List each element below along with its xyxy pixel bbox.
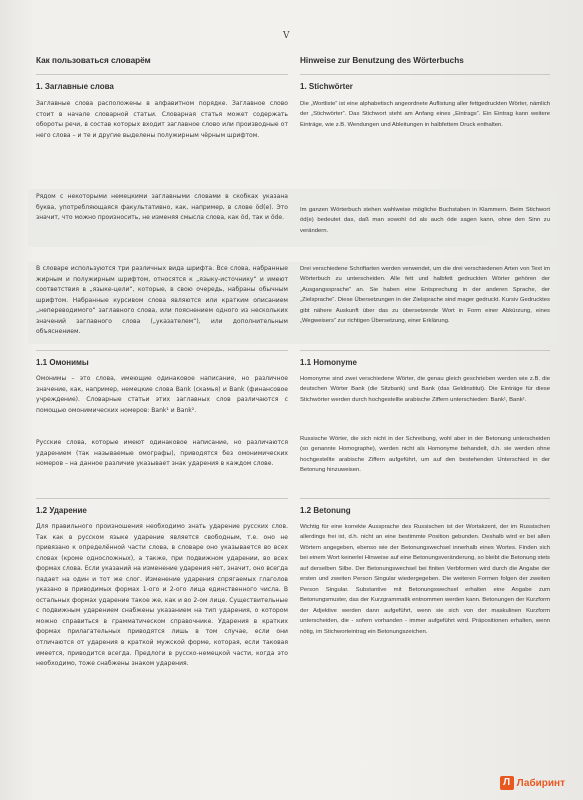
left-paragraph: Рядом с некоторыми немецкими заглавными словами в скобках указана буква, употребляющаяся факультативно, как, например, в слове öd(e). Это значит, что можно произносить, не изменяя смысла слова, как öd, так и öde. bbox=[36, 193, 288, 222]
page-number: V bbox=[283, 31, 290, 41]
divider bbox=[36, 74, 288, 75]
right-paragraph: Drei verschiedene Schriftarten werden verwendet, um die drei verschiedenen Arten von Text im Wörterbuch zu unterscheiden. Alle fett und halbfett gedruckten Wörter gehören der „Ausgangssprache“ an. Sie haben eine Entsprechung in der anderen Sprache, der „Zielsprache“. Diese Übersetzungen in der Zielsprache sind mager gedruckt. Kursiv Gedrucktes gibt nähere Auskunft über das zu übersetzende Wort in Form einer Abkürzung, eines „Wegweisers“ zur richtigen Übersetzung, einer Erklärung. bbox=[300, 266, 550, 325]
left-paragraph: В словаре используются три различных вида шрифта. Все слова, набранные жирным и полужирным шрифтом, относятся к „языку-источнику“ и имеют соответствия в „языке-цели“, которые, в свою очередь, набраны обычным шрифтом. Набранные курсивом слова являются или кратким описанием „непереводимого“ заглавного слова, или пояснением одного из нескольких значений заглавного слова („указателем“), или дополнительным объяснением. bbox=[36, 265, 288, 336]
divider bbox=[300, 74, 550, 75]
left-paragraph: Русские слова, которые имеют одинаковое написание, но различаются ударением (так называемые омографы), приводятся без омонимических номеров – на данное различие указывает знак ударения в каждом слове. bbox=[36, 439, 288, 468]
left-paragraph: Для правильного произношения необходимо знать ударение русских слов. Так как в русском языке ударение является свободным, т.е. оно не привязано к определённой части слова, в словаре оно указывается во всех словах (кроме односложных), а также, при подвижном ударении, во всех формах слова. Если указаний на изменение ударения нет, значит, оно всегда падает на один и тот же слог. Изменение ударения спрягаемых глаголов указано в приводимых формах 1-ого и 2-ого лица единственного числа. В остальных формах ударение такое же, как и во 2-ом лице. Существительные с подвижным ударением снабжены указанием на тип ударения, о котором можно справиться в грамматическом справочнике. Ударения в кратких формах прилагательных приводятся лишь в том случае, если они отличаются от ударения в краткой мужской форме, которая, если таковая имеется, приводится всегда. Предлоги в русско-немецкой части, когда это необходимо, тоже снабжены знаком ударения. bbox=[36, 523, 288, 668]
divider bbox=[300, 498, 550, 499]
divider bbox=[300, 350, 550, 351]
labirint-logo-icon: Л bbox=[500, 776, 514, 790]
left-heading-1-2: 1.2 Ударение bbox=[36, 506, 87, 515]
right-heading-1-2: 1.2 Betonung bbox=[300, 506, 351, 515]
right-paragraph: Wichtig für eine korrekte Aussprache des Russischen ist der Wortakzent, der im Russischen allerdings frei ist, d.h. nicht an eine bestimmte Position gebunden. Deshalb wird er bei allen Wörtern angegeben, ebenso wie der Betonungswechsel innerhalb eines Wortes. Finden sich bei einem Wort keinerlei Hinweise auf eine Betonungsveränderung, so bleibt die Betonung stets auf derselben Silbe. Der Betonungswechsel bei finiten Verbformen wird durch die Angabe der ersten und zweiten Person Singular wiedergegeben. Die weiteren Formen folgen der zweiten Person Singular. Substantive mit Betonungswechsel erhalten eine Angabe zum Betonungsmuster, das der Kurzgrammatik entnommen werden kann. Betonungen der Kurzform der Adjektive werden dann aufgeführt, wenn sie sich von der maskulinen Kurzform unterscheiden, die - sofern vorhanden - immer aufgeführt wird. Präpositionen erhalten, wenn nötig, im Stichworteintrag ein Betonungszeichen. bbox=[300, 524, 550, 635]
left-heading-1-1: 1.1 Омонимы bbox=[36, 358, 89, 367]
right-heading-1-1: 1.1 Homonyme bbox=[300, 358, 357, 367]
left-heading-1: 1. Заглавные слова bbox=[36, 82, 114, 91]
watermark bbox=[500, 776, 565, 790]
left-paragraph: Омонимы – это слова, имеющие одинаковое написание, но различное значение, как, например, немецкие слова Bank (скамья) и Bank (финансовое учреждение). Словарные статьи этих заглавных слов различаются с помощью омонимических номеров: Bank¹ и Bank². bbox=[36, 375, 288, 414]
right-column-title: Hinweise zur Benutzung des Wörterbuchs bbox=[300, 56, 464, 65]
right-paragraph: Russische Wörter, die sich nicht in der Schreibung, wohl aber in der Betonung unterscheiden (so genannte Homographe), werden nicht als Homonyme behandelt, d.h. sie werden ohne hochgestellte arabische Ziffern aufgeführt, um auf den bestehenden Unterschied in der Betonung hinzuweisen. bbox=[300, 436, 550, 474]
divider bbox=[36, 350, 288, 351]
divider bbox=[36, 498, 288, 499]
right-heading-1: 1. Stichwörter bbox=[300, 82, 353, 91]
left-paragraph: Заглавные слова расположены в алфавитном порядке. Заглавное слово стоит в начале словарной статьи. Словарная статья может содержать обороты речи, в состав которых входит заглавное слово или производные от него слова – и те и другие выделены полужирным чёрным шрифтом. bbox=[36, 100, 288, 139]
right-paragraph: Die „Wortliste“ ist eine alphabetisch angeordnete Auflistung aller fettgedruckten Wörter, nämlich der „Stichwörter“. Das Stichwort steht am Anfang eines „Eintrags“. Ein Eintrag kann weitere Einträge, wie z.B. Wendungen und Ableitungen in halbfettem Druck enthalten. bbox=[300, 101, 550, 128]
left-column-title: Как пользоваться словарём bbox=[36, 56, 151, 65]
watermark-text: Лабиринт bbox=[516, 777, 565, 789]
right-paragraph: Homonyme sind zwei verschiedene Wörter, die genau gleich geschrieben werden wie z.B. die deutschen Wörter Bank (die Sitzbank) und Bank (das Geldinstitut). Die Einträge für diese Stichwörter werden durch hochgestellte arabische Ziffern unterschieden: Bank¹, Bank². bbox=[300, 376, 550, 403]
right-paragraph: Im ganzen Wörterbuch stehen wahlweise mögliche Buchstaben in Klammern. Beim Stichwort öd(e) bedeutet das, daß man sowohl öd als auch öde sagen kann, ohne den Sinn zu verändern. bbox=[300, 207, 550, 234]
